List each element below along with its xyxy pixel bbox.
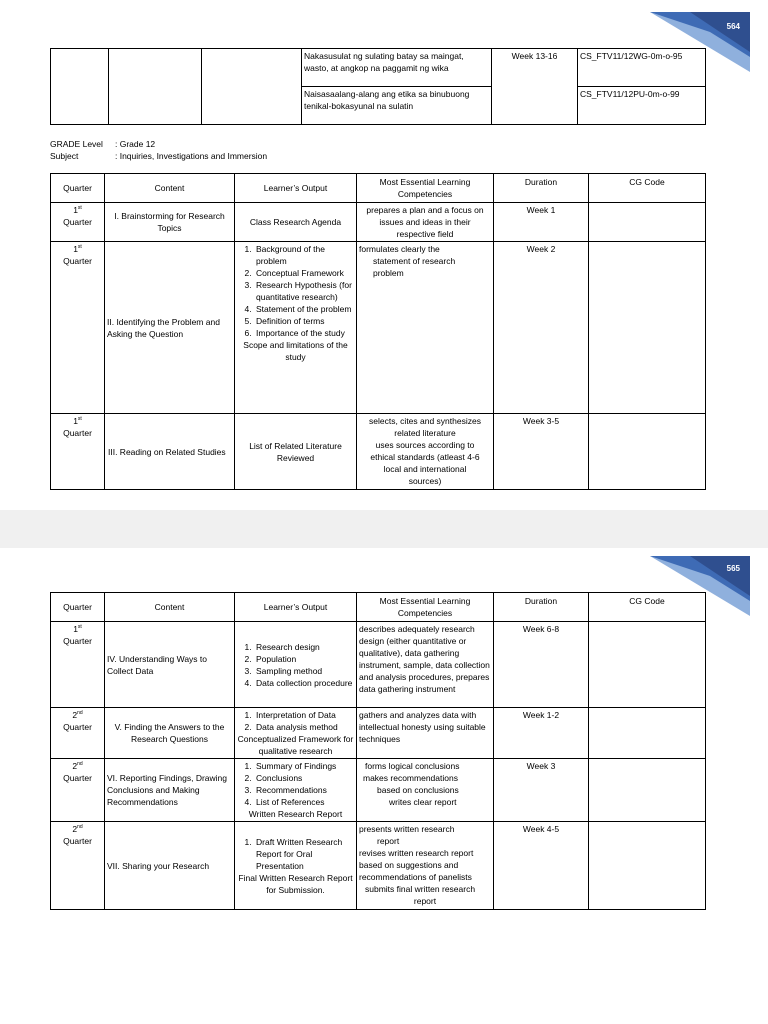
continued-table	[50, 48, 706, 125]
melc-line: report	[377, 836, 400, 846]
cg-code-cell	[589, 622, 706, 708]
content-cell: I. Brainstorming for Research Topics	[105, 203, 235, 242]
table-header-row	[51, 174, 706, 203]
cg-code-cell	[589, 203, 706, 242]
list-item: 1. Background of the problem	[254, 243, 354, 267]
page-gap	[0, 510, 768, 548]
header-duration: Duration	[494, 174, 589, 203]
melc-line: recommendations of panelists	[359, 872, 472, 882]
list-item: 2. Conceptual Framework	[254, 267, 354, 279]
table-row	[51, 622, 706, 708]
duration-cell: Week 3	[494, 759, 589, 822]
content-cell: IV. Understanding Ways to Collect Data	[105, 622, 235, 708]
melc-line: makes recommendations	[363, 773, 458, 783]
list-item: 4. Statement of the problem	[254, 303, 354, 315]
content-cell: III. Reading on Related Studies	[105, 414, 235, 490]
list-item: 3. Recommendations	[254, 784, 354, 796]
table-row	[51, 49, 706, 87]
list-item: 4. Data collection procedure	[254, 677, 354, 689]
melc-line: formulates clearly the	[359, 244, 440, 254]
table-header-row	[51, 593, 706, 622]
cg-code-cell	[589, 759, 706, 822]
header-cg-code: CG Code	[589, 593, 706, 622]
quarter-cell: 2nd Quarter	[51, 759, 105, 822]
content-cell: V. Finding the Answers to the Research Questions	[105, 708, 235, 759]
content-cell: VII. Sharing your Research	[105, 822, 235, 910]
output-list	[237, 709, 354, 733]
header-duration: Duration	[494, 593, 589, 622]
subject-label: Subject	[50, 151, 79, 161]
melc-line: report	[413, 896, 437, 906]
cg-code-cell: CS_FTV11/12PU-0m-o-99	[578, 87, 706, 125]
quarter-cell: 1st Quarter	[51, 242, 105, 414]
melc-cell	[357, 822, 494, 910]
header-content: Content	[105, 593, 235, 622]
melc-line: statement of research	[373, 256, 456, 266]
list-item: 1. Draft Written Research Report for Oral Presentation	[254, 836, 354, 872]
duration-cell: Week 1	[494, 203, 589, 242]
output-extra: Scope and limitations of the study	[243, 340, 348, 362]
page-565	[0, 548, 768, 1024]
output-list	[237, 760, 354, 808]
melc-line: selects, cites and synthesizes	[369, 416, 481, 426]
subject-value: : Inquiries, Investigations and Immersion	[115, 151, 268, 161]
grade-value: : Grade 12	[115, 139, 156, 149]
header-quarter: Quarter	[51, 174, 105, 203]
melc-line: submits final written research	[365, 884, 476, 894]
melc-line: local and international	[383, 464, 467, 474]
duration-cell: Week 6-8	[494, 622, 589, 708]
melc-cell: describes adequately research design (either quantitative or qualitative), data gathering instrument, sample, data collection and analysis procedures, prepares data gathering instrument	[357, 622, 494, 708]
table-row	[51, 203, 706, 242]
header-content: Content	[105, 174, 235, 203]
quarter-cell: 1st Quarter	[51, 622, 105, 708]
list-item: 3. Sampling method	[254, 665, 354, 677]
table-row	[51, 759, 706, 822]
table-row	[51, 242, 706, 414]
cg-code-cell	[589, 414, 706, 490]
output-list	[237, 836, 354, 872]
melc-line: revises written research report	[359, 848, 474, 858]
header-quarter: Quarter	[51, 593, 105, 622]
melc-cell	[357, 242, 494, 414]
output-extra: Final Written Research Report for Submission.	[238, 872, 353, 895]
duration-cell: Week 13-16	[492, 49, 578, 125]
melc-line: ethical standards (atleast 4-6	[370, 452, 480, 462]
header-melc: Most Essential Learning Competencies	[357, 174, 494, 203]
grade-level-line	[50, 138, 155, 150]
page-number: 565	[726, 564, 740, 573]
page-564	[0, 0, 768, 510]
list-item: 3. Research Hypothesis (for quantitative research)	[254, 279, 354, 303]
output-cell	[235, 622, 357, 708]
melc-cell	[357, 759, 494, 822]
subject-line	[50, 150, 267, 162]
melc-line: writes clear report	[389, 797, 457, 807]
table-row	[51, 822, 706, 910]
duration-cell: Week 1-2	[494, 708, 589, 759]
quarter-cell: 1st Quarter	[51, 414, 105, 490]
melc-line: related literature	[394, 428, 456, 438]
output-list	[237, 243, 354, 339]
competency-cell: Nakasusulat ng sulating batay sa maingat, wasto, at angkop na paggamit ng wika	[302, 49, 492, 87]
cg-code-cell	[589, 822, 706, 910]
competency-cell: Naisasaalang-alang ang etika sa binubuong tenikal-bokasyunal na sulatin	[302, 87, 492, 125]
output-list	[237, 641, 354, 689]
duration-cell: Week 2	[494, 242, 589, 414]
content-cell: VI. Reporting Findings, Drawing Conclusions and Making Recommendations	[105, 759, 235, 822]
output-cell	[235, 822, 357, 910]
output-cell	[235, 708, 357, 759]
curriculum-table	[50, 173, 706, 490]
melc-line: problem	[373, 268, 404, 278]
list-item: 4. List of References	[254, 796, 354, 808]
melc-cell: prepares a plan and a focus on issues and ideas in their respective field	[357, 203, 494, 242]
header-output: Learner’s Output	[235, 174, 357, 203]
header-output: Learner’s Output	[235, 593, 357, 622]
output-extra: Written Research Report	[248, 809, 343, 819]
list-item: 6. Importance of the study	[254, 327, 354, 339]
output-cell	[235, 242, 357, 414]
content-cell: II. Identifying the Problem and Asking the Question	[105, 242, 235, 414]
output-cell: List of Related Literature Reviewed	[235, 414, 357, 490]
list-item: 5. Definition of terms	[254, 315, 354, 327]
page-number: 564	[726, 22, 740, 31]
duration-cell: Week 3-5	[494, 414, 589, 490]
table-row	[51, 708, 706, 759]
cg-code-cell	[589, 708, 706, 759]
list-item: 2. Population	[254, 653, 354, 665]
quarter-cell: 1st Quarter	[51, 203, 105, 242]
quarter-cell: 2nd Quarter	[51, 822, 105, 910]
header-melc: Most Essential Learning Competencies	[357, 593, 494, 622]
cg-code-cell	[589, 242, 706, 414]
curriculum-table	[50, 592, 706, 910]
list-item: 2. Data analysis method	[254, 721, 354, 733]
melc-cell	[357, 414, 494, 490]
melc-line: presents written research	[359, 824, 455, 834]
list-item: 1. Interpretation of Data	[254, 709, 354, 721]
duration-cell: Week 4-5	[494, 822, 589, 910]
output-cell	[235, 759, 357, 822]
list-item: 1. Research design	[254, 641, 354, 653]
melc-line: based on conclusions	[377, 785, 459, 795]
output-cell: Class Research Agenda	[235, 203, 357, 242]
table-row	[51, 414, 706, 490]
cg-code-cell: CS_FTV11/12WG-0m-o-95	[578, 49, 706, 87]
melc-line: uses sources according to	[375, 440, 475, 450]
melc-cell: gathers and analyzes data with intellectual honesty using suitable techniques	[357, 708, 494, 759]
melc-line: forms logical conclusions	[365, 761, 460, 771]
header-cg-code: CG Code	[589, 174, 706, 203]
quarter-cell: 2nd Quarter	[51, 708, 105, 759]
output-extra: Conceptualized Framework for qualitative research	[237, 734, 354, 756]
grade-label: GRADE Level	[50, 139, 103, 149]
melc-line: sources)	[408, 476, 442, 486]
list-item: 2. Conclusions	[254, 772, 354, 784]
melc-line: based on suggestions and	[359, 860, 459, 870]
list-item: 1. Summary of Findings	[254, 760, 354, 772]
